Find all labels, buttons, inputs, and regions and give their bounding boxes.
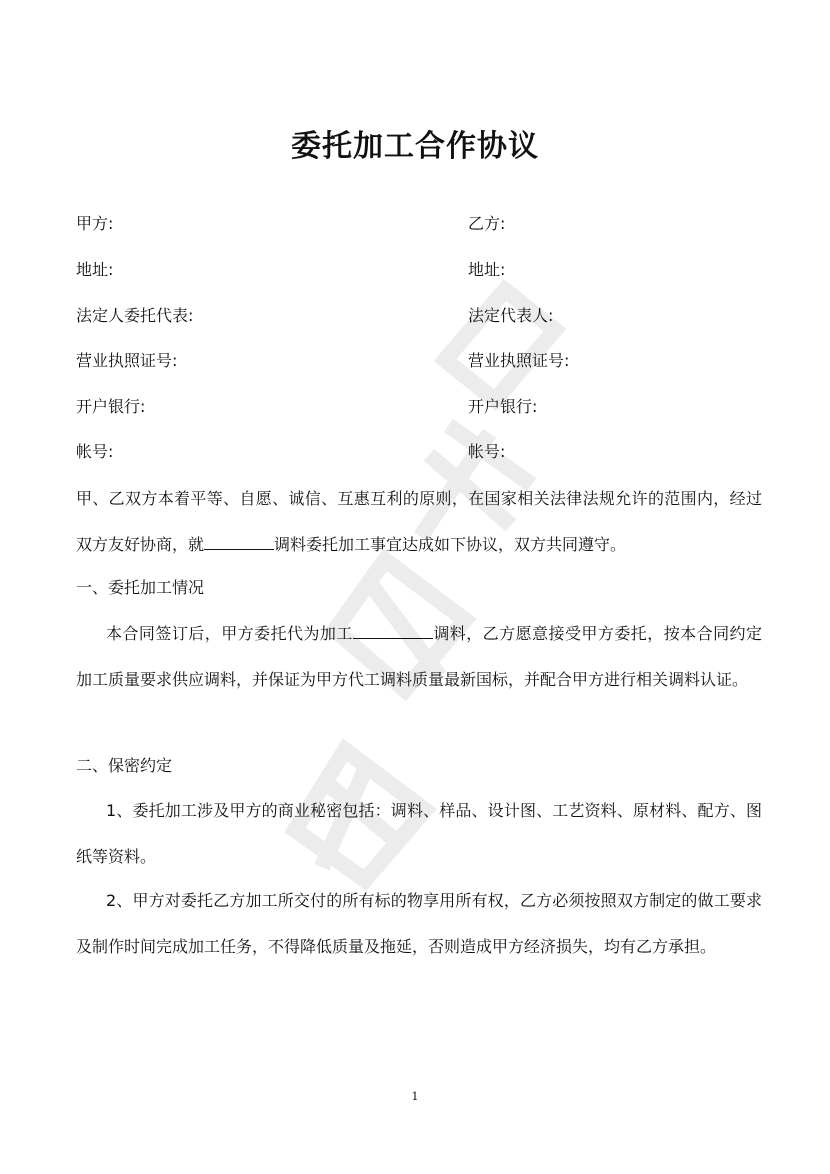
preamble-text-start: 甲、乙双方本着平等、自愿、诚信、互惠互利的原则，在国家相关法律法规允许的范围内，经过双方友好协商，就 [76, 489, 762, 554]
party-b-rep-label: 法定代表人: [468, 306, 554, 325]
party-b-account-label: 帐号: [468, 442, 506, 461]
document-title: 委托加工合作协议 [291, 129, 539, 164]
party-b-bank-label: 开户银行: [468, 397, 538, 416]
party-b-name-label: 乙方: [468, 214, 506, 233]
blank-line [204, 532, 274, 550]
preamble-paragraph [76, 476, 762, 568]
page-number: 1 [411, 1090, 419, 1103]
party-b-address-label: 地址: [468, 260, 506, 279]
section1-text-start: 本合同签订后，甲方委托代为加工 [106, 624, 353, 643]
blank-line [353, 621, 433, 639]
party-a-account-label: 帐号: [76, 442, 114, 461]
party-a-rep-label: 法定人委托代表: [76, 306, 194, 325]
section1-heading: 一、委托加工情况 [76, 578, 205, 597]
section1-text-end: 调料，乙方愿意接受甲方委托，按本合同约定加工质量要求供应调料，并保证为甲方代工调料质量最新国标，并配合甲方进行相关调料认证。 [76, 624, 762, 689]
party-a-bank-label: 开户银行: [76, 397, 146, 416]
section2-item-1: 1、委托加工涉及甲方的商业秘密包括：调料、样品、设计图、工艺资料、原材料、配方、图纸等资料。 [76, 801, 762, 866]
preamble-text-end: 调料委托加工事宜达成如下协议，双方共同遵守。 [274, 535, 627, 554]
section2-item-2: 2、甲方对委托乙方加工所交付的所有标的物享用所有权，乙方必须按照双方制定的做工要求及制作时间完成加工任务，不得降低质量及拖延，否则造成甲方经济损失，均有乙方承担。 [76, 891, 762, 956]
section2-heading: 二、保密约定 [76, 756, 173, 775]
party-a-license-label: 营业执照证号: [76, 351, 178, 370]
party-a-name-label: 甲方: [76, 214, 114, 233]
section1-paragraph [76, 611, 762, 703]
party-a-address-label: 地址: [76, 260, 114, 279]
party-b-license-label: 营业执照证号: [468, 351, 570, 370]
